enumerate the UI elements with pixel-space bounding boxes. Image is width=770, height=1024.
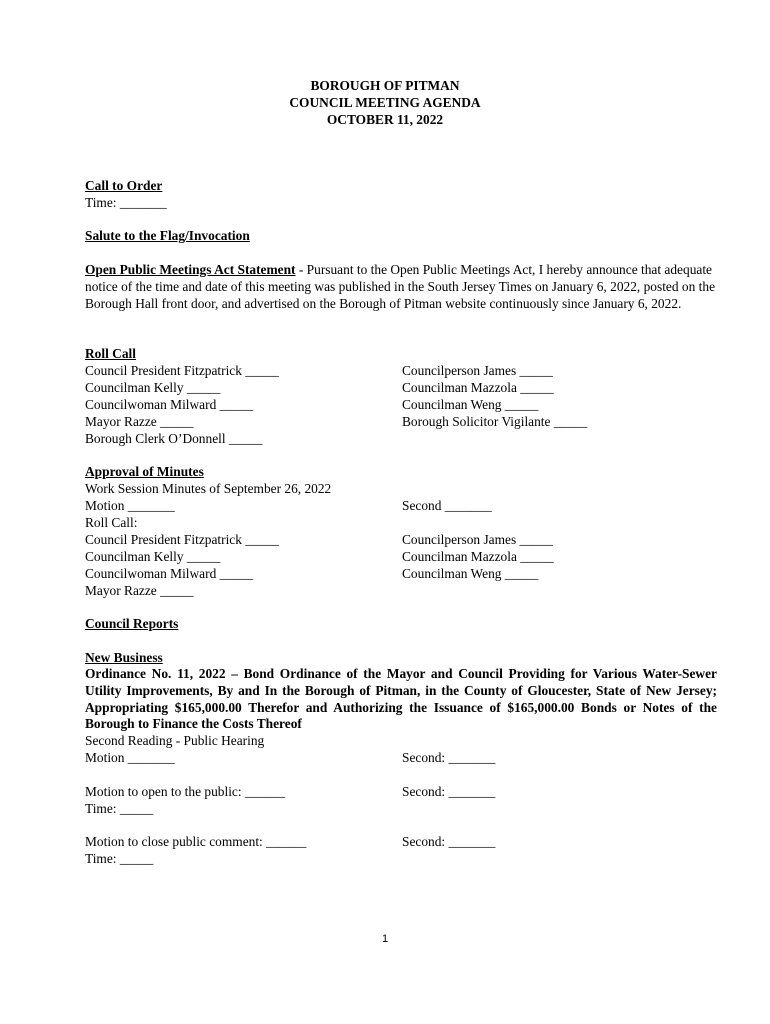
roll-call-left-item: Councilwoman Milward _____ <box>85 397 254 412</box>
minutes-item: Work Session Minutes of September 26, 2022 <box>85 481 332 496</box>
roll-call-right-item: Councilman Weng _____ <box>402 397 539 412</box>
close-comment-second: Second: _______ <box>402 834 496 849</box>
roll-call-heading: Roll Call <box>85 346 136 361</box>
opma-heading: Open Public Meetings Act Statement <box>85 262 296 277</box>
new-business-heading: New Business <box>85 650 163 665</box>
roll-call-right-item: Councilperson James _____ <box>402 363 553 378</box>
minutes-vote-right: Councilman Mazzola _____ <box>402 549 554 564</box>
minutes-roll-call-label: Roll Call: <box>85 515 138 530</box>
call-to-order-time: Time: _______ <box>85 195 167 210</box>
reading-label: Second Reading - Public Hearing <box>85 733 265 748</box>
ordinance-second: Second: _______ <box>402 750 496 765</box>
minutes-second: Second _______ <box>402 498 492 513</box>
agenda-title: COUNCIL MEETING AGENDA <box>289 95 481 110</box>
roll-call-left-item: Councilman Kelly _____ <box>85 380 221 395</box>
minutes-vote-left: Mayor Razze _____ <box>85 583 194 598</box>
open-public-time: Time: _____ <box>85 801 154 816</box>
ordinance-title: Ordinance No. 11, 2022 – Bond Ordinance of the Mayor and Council Providing for Various Water-Sewer Utility Improvements, By and In the Borough of Pitman, in the County of Gloucester, State of New Jersey; Appropriating $165,000.00 Therefor and Authorizing the Issuance of $165,000.00 Bonds or Notes of the Borough to Finance the Costs Thereof <box>85 666 717 732</box>
open-public-second: Second: _______ <box>402 784 496 799</box>
minutes-vote-right: Councilman Weng _____ <box>402 566 539 581</box>
roll-call-left-item: Council President Fitzpatrick _____ <box>85 363 279 378</box>
call-to-order-heading: Call to Order <box>85 178 163 193</box>
minutes-vote-left: Councilman Kelly _____ <box>85 549 221 564</box>
roll-call-right-item: Councilman Mazzola _____ <box>402 380 554 395</box>
roll-call-left-item: Borough Clerk O’Donnell _____ <box>85 431 263 446</box>
roll-call-right-item: Borough Solicitor Vigilante _____ <box>402 414 588 429</box>
ordinance-motion: Motion _______ <box>85 750 175 765</box>
opma-text: - Pursuant to the Open Public Meetings Act, I hereby announce that adequate notice of the time and date of this meeting was published in the South Jersey Times on January 6, 2022, posted on the Borough Hall front door, and advertised on the Borough of Pitman website continuously since January 6, 2022. <box>85 262 716 311</box>
minutes-vote-left: Councilwoman Milward _____ <box>85 566 254 581</box>
page-number: 1 <box>381 933 389 945</box>
borough-title: BOROUGH OF PITMAN <box>310 78 460 93</box>
meeting-date: OCTOBER 11, 2022 <box>326 112 444 127</box>
minutes-vote-left: Council President Fitzpatrick _____ <box>85 532 279 547</box>
open-public-motion: Motion to open to the public: ______ <box>85 784 286 799</box>
council-reports-heading: Council Reports <box>85 616 179 631</box>
minutes-heading: Approval of Minutes <box>85 464 204 479</box>
salute-heading: Salute to the Flag/Invocation <box>85 228 250 243</box>
roll-call-left-item: Mayor Razze _____ <box>85 414 194 429</box>
minutes-vote-right: Councilperson James _____ <box>402 532 553 547</box>
close-comment-time: Time: _____ <box>85 851 154 866</box>
opma-statement <box>85 262 717 312</box>
minutes-motion: Motion _______ <box>85 498 175 513</box>
close-comment-motion: Motion to close public comment: ______ <box>85 834 307 849</box>
